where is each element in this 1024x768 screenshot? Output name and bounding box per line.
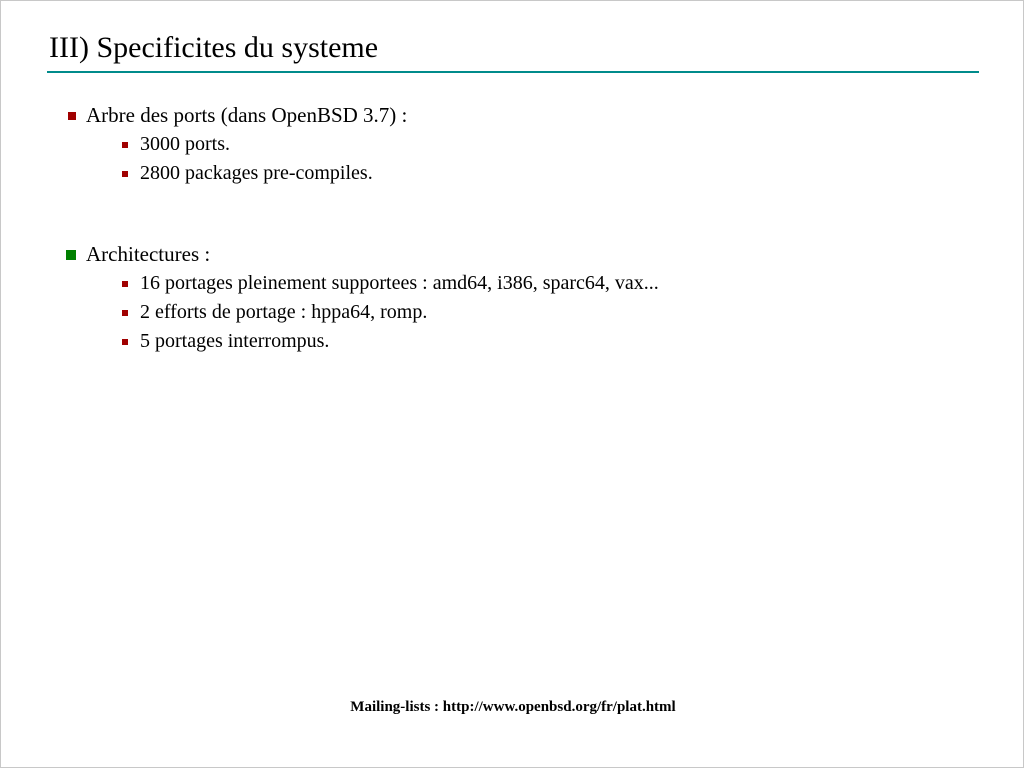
list-item (86, 269, 979, 298)
list-item (86, 298, 979, 327)
bullet-list-level2 (86, 130, 979, 188)
list-item-label: 16 portages pleinement supportees : amd64, i386, sparc64, vax... (140, 272, 659, 294)
slide-footer: Mailing-lists : http://www.openbsd.org/fr/plat.html (350, 699, 676, 715)
page-title: III) Specificites du systeme (49, 31, 379, 64)
list-item (49, 240, 979, 356)
list-item-label: Arbre des ports (dans OpenBSD 3.7) : (86, 103, 408, 127)
content-group-ports (49, 101, 979, 188)
title-divider (47, 71, 979, 73)
list-item-label: 2800 packages pre-compiles. (140, 162, 373, 184)
bullet-list-level2 (86, 269, 979, 356)
square-bullet-icon (122, 142, 128, 148)
square-bullet-icon (122, 310, 128, 316)
square-bullet-icon (68, 112, 76, 120)
slide-content (49, 101, 979, 356)
list-item (86, 130, 979, 159)
list-item-label: Architectures : (86, 242, 211, 266)
bullet-list-level1 (49, 101, 979, 188)
list-item (49, 101, 979, 188)
list-item-label: 5 portages interrompus. (140, 330, 330, 352)
list-item (86, 159, 979, 188)
bullet-list-level1 (49, 240, 979, 356)
square-bullet-icon (122, 339, 128, 345)
square-bullet-icon (122, 281, 128, 287)
square-bullet-icon (66, 250, 76, 260)
square-bullet-icon (122, 171, 128, 177)
list-item-label: 3000 ports. (140, 133, 230, 155)
list-item-label: 2 efforts de portage : hppa64, romp. (140, 301, 428, 323)
list-item (86, 327, 979, 356)
content-group-architectures (49, 240, 979, 356)
